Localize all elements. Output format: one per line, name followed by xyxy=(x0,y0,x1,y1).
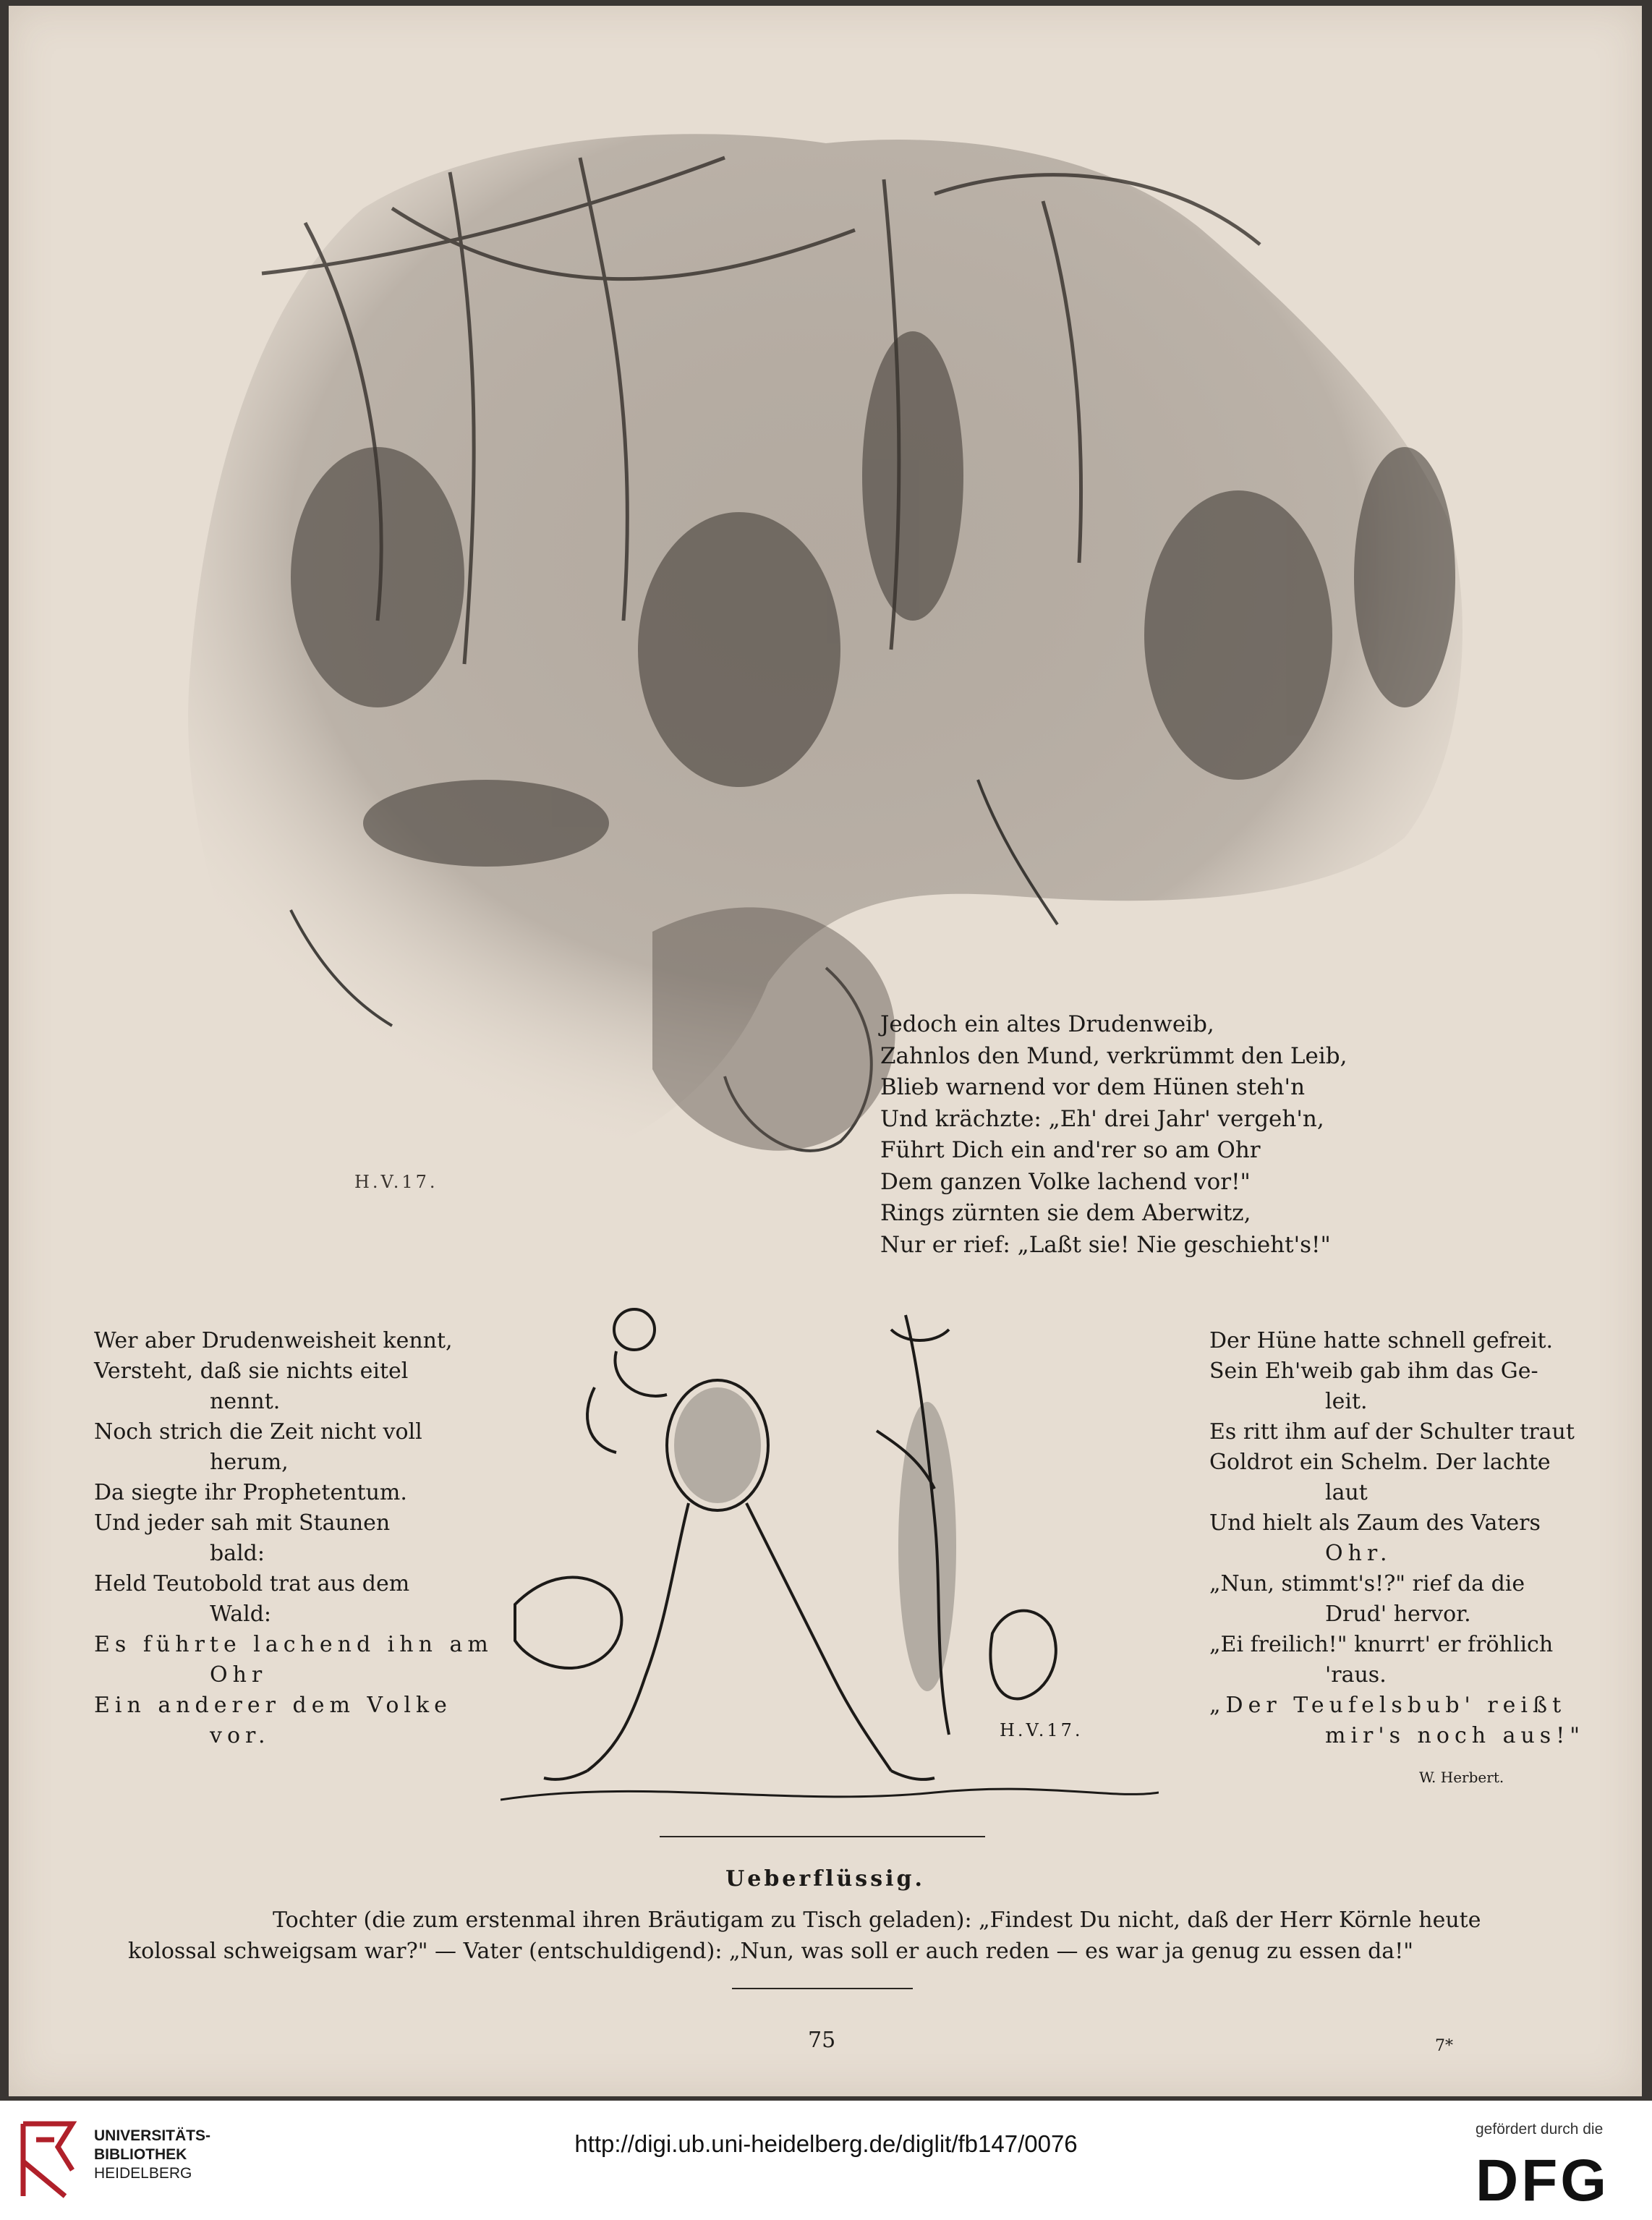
library-name-line: HEIDELBERG xyxy=(94,2165,192,2182)
divider-rule xyxy=(660,1836,985,1837)
footer-bar xyxy=(0,2101,1652,2220)
verse-line: Führt Dich ein and'rer so am Ohr xyxy=(880,1137,1261,1163)
verse-line: Und jeder sah mit Staunen xyxy=(94,1510,391,1536)
verse-line: Wer aber Drudenweisheit kennt, xyxy=(94,1328,453,1353)
verse-line: 'raus. xyxy=(1325,1662,1387,1688)
verse-line: Zahnlos den Mund, verkrümmt den Leib, xyxy=(880,1042,1347,1069)
author-credit: W. Herbert. xyxy=(1419,1769,1504,1786)
verse-line: „Der Teufelsbub' reißt xyxy=(1209,1693,1567,1718)
permalink-url[interactable]: http://digi.ub.uni-heidelberg.de/diglit/fb147/0076 xyxy=(574,2130,1078,2157)
verse-line: Es ritt ihm auf der Schulter traut xyxy=(1209,1419,1575,1445)
verse-line: herum, xyxy=(210,1450,289,1475)
verse-line: bald: xyxy=(210,1541,265,1566)
top-verse xyxy=(880,1009,1347,1261)
verse-line: Und krächzte: „Eh' drei Jahr' vergeh'n, xyxy=(880,1105,1324,1132)
verse-line: Jedoch ein altes Drudenweib, xyxy=(880,1011,1214,1037)
verse-line: Ohr xyxy=(210,1662,268,1688)
verse-line: „Ei freilich!" knurrt' er fröhlich xyxy=(1209,1632,1554,1657)
verse-line: Drud' hervor. xyxy=(1325,1602,1471,1627)
verse-line: Es führte lachend ihn am xyxy=(94,1632,493,1657)
top-illustration-signature: H.V.17. xyxy=(354,1172,438,1192)
verse-line: laut xyxy=(1325,1480,1368,1505)
verse-line: Dem ganzen Volke lachend vor!" xyxy=(880,1168,1251,1195)
page-paper xyxy=(9,6,1642,2096)
verse-line: Held Teutobold trat aus dem xyxy=(94,1571,410,1596)
verse-line: Blieb warnend vor dem Hünen steh'n xyxy=(880,1074,1306,1100)
verse-line: Da siegte ihr Prophetentum. xyxy=(94,1480,407,1505)
anecdote-text: Tochter (die zum erstenmal ihren Bräutigam zu Tisch geladen): „Findest Du nicht, daß der Herr Körnle heute kolossal schweigsam war?" — Vater (entschuldigend): „Nun, was soll er auch reden — es war ja genug zu essen da!" xyxy=(128,1908,1481,1964)
verse-line: Und hielt als Zaum des Vaters xyxy=(1209,1510,1541,1536)
anecdote-title: Ueberflüssig. xyxy=(725,1866,925,1892)
verse-line: Ohr. xyxy=(1325,1541,1392,1566)
verse-line: vor. xyxy=(210,1723,271,1748)
verse-line: „Nun, stimmt's!?" rief da die xyxy=(1209,1571,1525,1596)
verse-line: Wald: xyxy=(210,1602,272,1627)
verse-line: Noch strich die Zeit nicht voll xyxy=(94,1419,422,1445)
sheet-signature-mark: 7* xyxy=(1435,2037,1453,2055)
left-verse-column xyxy=(94,1326,493,1751)
verse-line: Goldrot ein Schelm. Der lachte xyxy=(1209,1450,1551,1475)
verse-line: Ein anderer dem Volke xyxy=(94,1693,452,1718)
divider-rule xyxy=(732,1988,913,1989)
verse-line: mir's noch aus!" xyxy=(1325,1723,1585,1748)
page-number: 75 xyxy=(808,2028,836,2053)
verse-line: Versteht, daß sie nichts eitel xyxy=(94,1358,409,1384)
verse-line: Nur er rief: „Laßt sie! Nie geschieht's!" xyxy=(880,1231,1331,1258)
bottom-illustration-signature: H.V.17. xyxy=(1000,1720,1083,1740)
verse-line: Der Hüne hatte schnell gefreit. xyxy=(1209,1328,1554,1353)
library-name-line: BIBLIOTHEK xyxy=(94,2146,187,2163)
verse-line: Rings zürnten sie dem Aberwitz, xyxy=(880,1200,1251,1226)
dfg-logo[interactable]: DFG xyxy=(1476,2148,1610,2213)
verse-line: leit. xyxy=(1325,1389,1368,1414)
library-name-line: UNIVERSITÄTS- xyxy=(94,2127,211,2144)
verse-line: Sein Eh'weib gab ihm das Ge- xyxy=(1209,1358,1538,1384)
verse-line: nennt. xyxy=(210,1389,281,1414)
right-verse-column xyxy=(1209,1326,1585,1751)
funding-caption: gefördert durch die xyxy=(1476,2121,1604,2138)
